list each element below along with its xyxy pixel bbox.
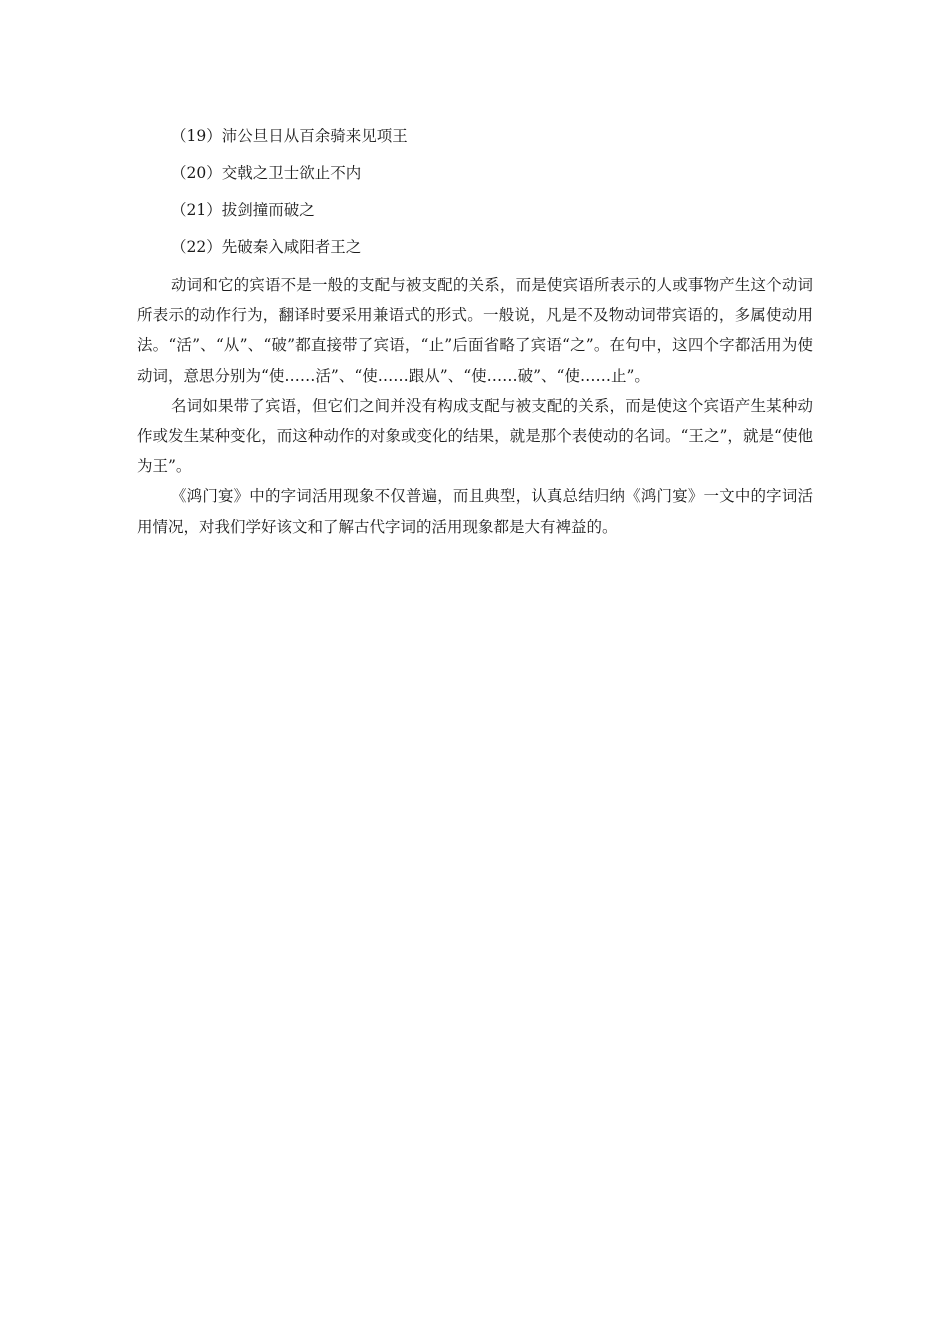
- paragraph-noun-causative: 名词如果带了宾语，但它们之间并没有构成支配与被支配的关系，而是使这个宾语产生某种动作或发生某种变化，而这种动作的对象或变化的结果，就是那个表使动的名词。“王之”，就是“使他为王”。: [137, 396, 813, 476]
- example-sentence-21: （21）拔剑撞而破之: [171, 201, 315, 219]
- document-body: [137, 122, 813, 542]
- example-sentence-22: （22）先破秦入咸阳者王之: [171, 238, 362, 256]
- example-sentence-20: （20）交戟之卫士欲止不内: [171, 164, 362, 182]
- example-sentence-19: （19）沛公旦日从百余骑来见项王: [171, 127, 408, 145]
- paragraph-conclusion: 《鸿门宴》中的字词活用现象不仅普遍，而且典型，认真总结归纳《鸿门宴》一文中的字词活用情况，对我们学好该文和了解古代字词的活用现象都是大有裨益的。: [137, 487, 813, 536]
- paragraph-verb-causative: 动词和它的宾语不是一般的支配与被支配的关系，而是使宾语所表示的人或事物产生这个动词所表示的动作行为，翻译时要采用兼语式的形式。一般说，凡是不及物动词带宾语的，多属使动用法。“活”、“从”、“破”都直接带了宾语，“止”后面省略了宾语“之”。在句中，这四个字都活用为使动词，意思分别为“使……活”、“使……跟从”、“使……破”、“使……止”。: [137, 276, 813, 385]
